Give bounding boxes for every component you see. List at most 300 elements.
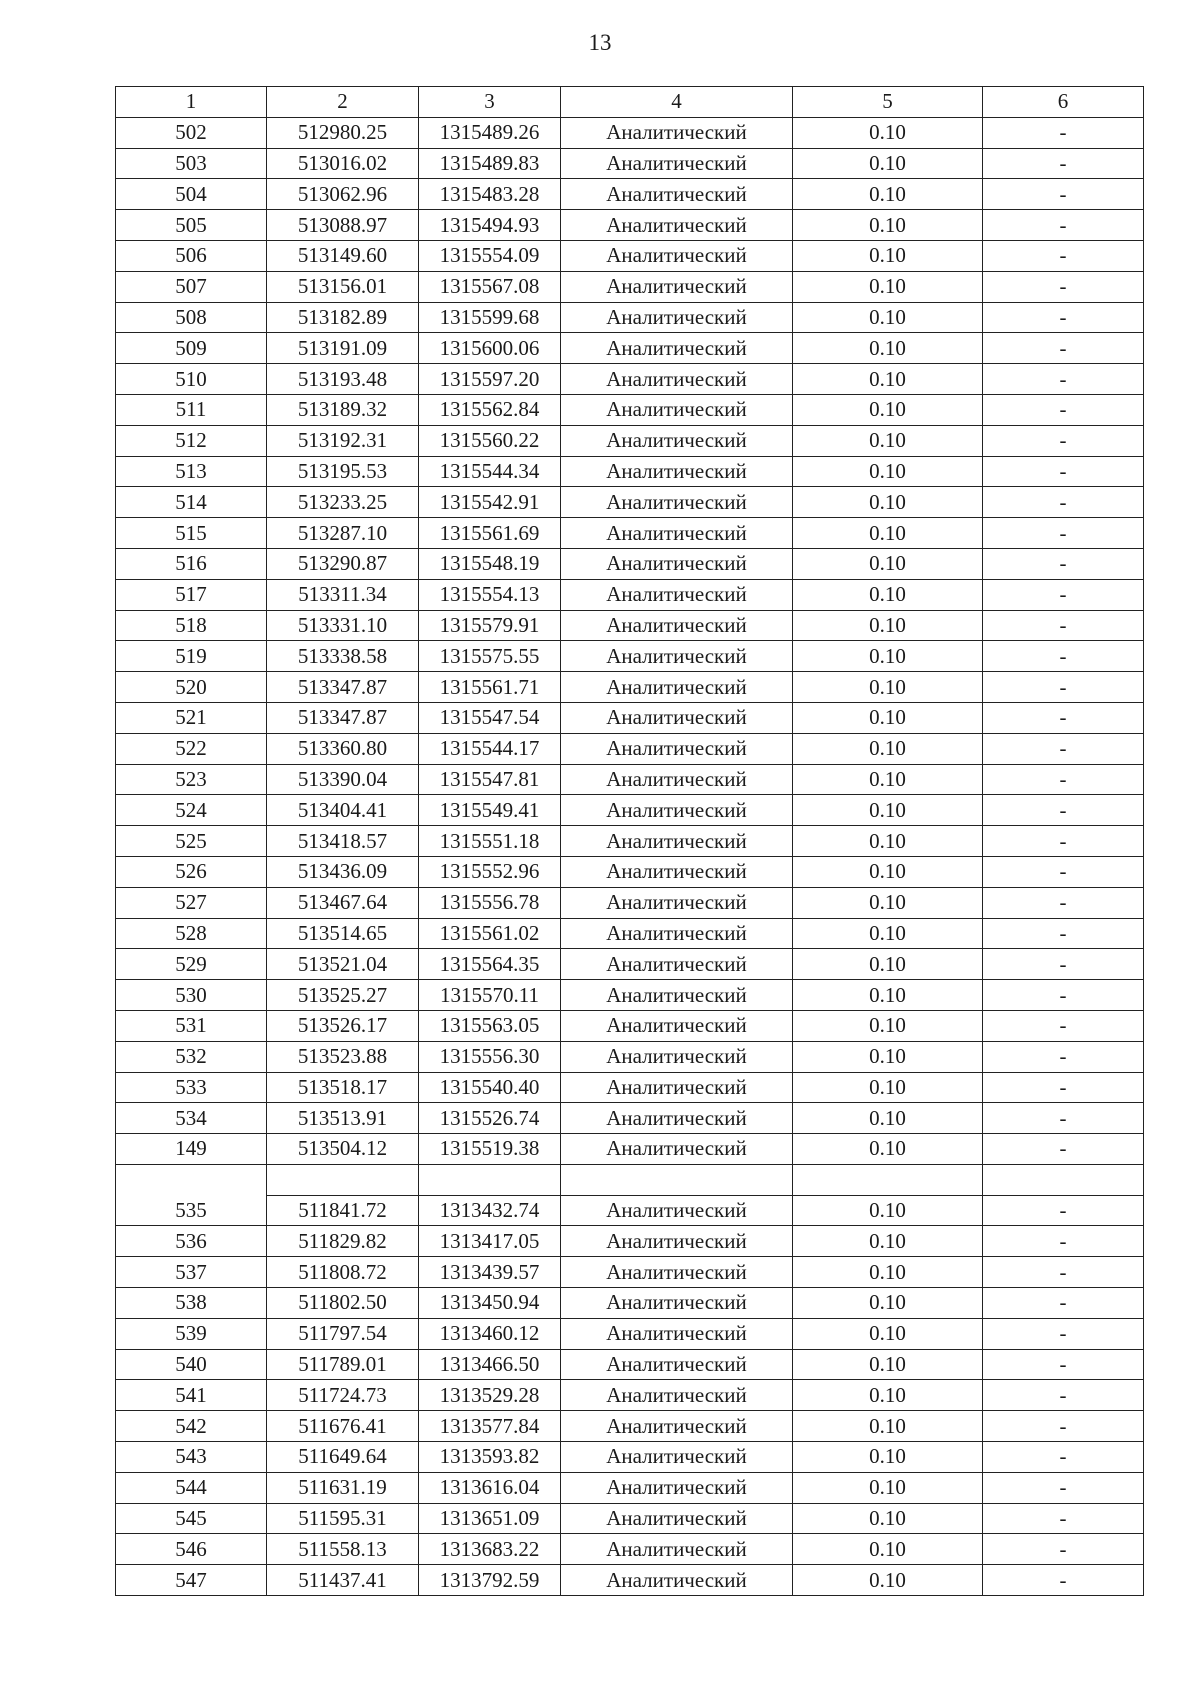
table-cell: 0.10 bbox=[793, 394, 983, 425]
table-row bbox=[116, 210, 1144, 241]
empty-cell bbox=[419, 1164, 561, 1195]
table-cell: 513360.80 bbox=[267, 733, 419, 764]
table-cell: - bbox=[983, 795, 1144, 826]
table-cell: - bbox=[983, 610, 1144, 641]
table-cell: 1313593.82 bbox=[419, 1442, 561, 1473]
table-cell: - bbox=[983, 856, 1144, 887]
table-cell: 513514.65 bbox=[267, 918, 419, 949]
table-cell: Аналитический bbox=[561, 518, 793, 549]
table-cell: 519 bbox=[116, 641, 267, 672]
table-cell: 1315489.83 bbox=[419, 148, 561, 179]
table-cell: 0.10 bbox=[793, 333, 983, 364]
table-cell: - bbox=[983, 179, 1144, 210]
table-cell: 511631.19 bbox=[267, 1472, 419, 1503]
table-cell: 504 bbox=[116, 179, 267, 210]
table-cell: 507 bbox=[116, 271, 267, 302]
table-cell: 1313460.12 bbox=[419, 1318, 561, 1349]
table-cell: 0.10 bbox=[793, 425, 983, 456]
table-cell: 512980.25 bbox=[267, 117, 419, 148]
table-cell: 511724.73 bbox=[267, 1380, 419, 1411]
table-cell: Аналитический bbox=[561, 1472, 793, 1503]
table-cell: Аналитический bbox=[561, 1349, 793, 1380]
table-cell: 0.10 bbox=[793, 487, 983, 518]
table-cell: 1315556.30 bbox=[419, 1041, 561, 1072]
table-row bbox=[116, 487, 1144, 518]
table-cell: 513016.02 bbox=[267, 148, 419, 179]
table-cell: 513467.64 bbox=[267, 887, 419, 918]
table-cell: 1315564.35 bbox=[419, 949, 561, 980]
table-cell: 508 bbox=[116, 302, 267, 333]
table-row bbox=[116, 980, 1144, 1011]
table-cell: 1315544.17 bbox=[419, 733, 561, 764]
table-cell: Аналитический bbox=[561, 1072, 793, 1103]
table-cell: 0.10 bbox=[793, 1411, 983, 1442]
table-cell: 513523.88 bbox=[267, 1041, 419, 1072]
table-cell: 530 bbox=[116, 980, 267, 1011]
empty-cell bbox=[561, 1164, 793, 1195]
table-cell: Аналитический bbox=[561, 887, 793, 918]
table-cell: Аналитический bbox=[561, 1134, 793, 1165]
table-cell: Аналитический bbox=[561, 548, 793, 579]
header-cell: 6 bbox=[983, 87, 1144, 118]
table-cell: 533 bbox=[116, 1072, 267, 1103]
table-cell: 513521.04 bbox=[267, 949, 419, 980]
table-cell: 1313577.84 bbox=[419, 1411, 561, 1442]
table-cell: Аналитический bbox=[561, 1503, 793, 1534]
table-cell: 513418.57 bbox=[267, 826, 419, 857]
table-cell: 513525.27 bbox=[267, 980, 419, 1011]
table-cell: Аналитический bbox=[561, 672, 793, 703]
table-cell: 513149.60 bbox=[267, 240, 419, 271]
table-cell: 513404.41 bbox=[267, 795, 419, 826]
header-cell: 2 bbox=[267, 87, 419, 118]
table-cell: 0.10 bbox=[793, 1534, 983, 1565]
header-cell: 3 bbox=[419, 87, 561, 118]
table-cell: 511797.54 bbox=[267, 1318, 419, 1349]
table-cell: 1313432.74 bbox=[419, 1195, 561, 1226]
table-cell: 0.10 bbox=[793, 1288, 983, 1319]
table-cell: Аналитический bbox=[561, 1565, 793, 1596]
table-cell: 522 bbox=[116, 733, 267, 764]
table-cell: Аналитический bbox=[561, 579, 793, 610]
table-cell: Аналитический bbox=[561, 1442, 793, 1473]
header-row bbox=[116, 87, 1144, 118]
table-cell: 513191.09 bbox=[267, 333, 419, 364]
table-cell: - bbox=[983, 117, 1144, 148]
table-cell: 0.10 bbox=[793, 795, 983, 826]
table-cell: 535 bbox=[116, 1195, 267, 1226]
table-cell: 1315554.09 bbox=[419, 240, 561, 271]
table-row bbox=[116, 795, 1144, 826]
table-cell: 513436.09 bbox=[267, 856, 419, 887]
table-cell: Аналитический bbox=[561, 456, 793, 487]
table-section-1 bbox=[116, 117, 1144, 1164]
table-cell: 0.10 bbox=[793, 518, 983, 549]
table-row bbox=[116, 1226, 1144, 1257]
table-cell: 1315561.02 bbox=[419, 918, 561, 949]
table-row bbox=[116, 271, 1144, 302]
table-cell: Аналитический bbox=[561, 980, 793, 1011]
table-cell: - bbox=[983, 487, 1144, 518]
table-cell: 0.10 bbox=[793, 1195, 983, 1226]
table-cell: 1315600.06 bbox=[419, 333, 561, 364]
table-cell: 505 bbox=[116, 210, 267, 241]
table-cell: 513338.58 bbox=[267, 641, 419, 672]
table-cell: 514 bbox=[116, 487, 267, 518]
table-cell: - bbox=[983, 1472, 1144, 1503]
table-row bbox=[116, 702, 1144, 733]
table-cell: 0.10 bbox=[793, 1442, 983, 1473]
table-cell: 525 bbox=[116, 826, 267, 857]
table-cell: 511789.01 bbox=[267, 1349, 419, 1380]
table-cell: - bbox=[983, 1041, 1144, 1072]
table-cell: 1315547.81 bbox=[419, 764, 561, 795]
table-cell: - bbox=[983, 210, 1144, 241]
table-cell: 542 bbox=[116, 1411, 267, 1442]
table-row bbox=[116, 764, 1144, 795]
empty-cell bbox=[983, 1164, 1144, 1195]
table-cell: 511558.13 bbox=[267, 1534, 419, 1565]
table-cell: 511437.41 bbox=[267, 1565, 419, 1596]
table-cell: 1315579.91 bbox=[419, 610, 561, 641]
table-row bbox=[116, 579, 1144, 610]
table-row bbox=[116, 1288, 1144, 1319]
table-cell: 0.10 bbox=[793, 856, 983, 887]
table-cell: Аналитический bbox=[561, 641, 793, 672]
table-cell: - bbox=[983, 764, 1144, 795]
table-cell: 543 bbox=[116, 1442, 267, 1473]
table-cell: 1315554.13 bbox=[419, 579, 561, 610]
header-cell: 1 bbox=[116, 87, 267, 118]
table-cell: - bbox=[983, 579, 1144, 610]
table-cell: 1315544.34 bbox=[419, 456, 561, 487]
table-cell: 523 bbox=[116, 764, 267, 795]
table-cell: 529 bbox=[116, 949, 267, 980]
table-cell: 0.10 bbox=[793, 764, 983, 795]
table-cell: 0.10 bbox=[793, 210, 983, 241]
table-cell: 1315494.93 bbox=[419, 210, 561, 241]
table-cell: Аналитический bbox=[561, 117, 793, 148]
table-cell: - bbox=[983, 1318, 1144, 1349]
table-row bbox=[116, 1041, 1144, 1072]
table-cell: Аналитический bbox=[561, 1411, 793, 1442]
table-cell: 513518.17 bbox=[267, 1072, 419, 1103]
table-cell: Аналитический bbox=[561, 1226, 793, 1257]
table-cell: 511 bbox=[116, 394, 267, 425]
table-cell: 513233.25 bbox=[267, 487, 419, 518]
table-cell: 0.10 bbox=[793, 240, 983, 271]
table-cell: 1315567.08 bbox=[419, 271, 561, 302]
table-cell: 513331.10 bbox=[267, 610, 419, 641]
table-cell: Аналитический bbox=[561, 764, 793, 795]
table-cell: 526 bbox=[116, 856, 267, 887]
table-cell: 528 bbox=[116, 918, 267, 949]
table-cell: Аналитический bbox=[561, 271, 793, 302]
table-cell: 0.10 bbox=[793, 641, 983, 672]
table-row bbox=[116, 1195, 1144, 1226]
table-cell: - bbox=[983, 548, 1144, 579]
table-cell: 1315599.68 bbox=[419, 302, 561, 333]
table-cell: - bbox=[983, 394, 1144, 425]
table-cell: 513526.17 bbox=[267, 1010, 419, 1041]
table-row bbox=[116, 949, 1144, 980]
table-section-2 bbox=[116, 1195, 1144, 1595]
table-cell: - bbox=[983, 240, 1144, 271]
table-cell: 0.10 bbox=[793, 672, 983, 703]
table-cell: 0.10 bbox=[793, 1503, 983, 1534]
table-cell: 511841.72 bbox=[267, 1195, 419, 1226]
blank-row bbox=[116, 1164, 1144, 1195]
table-cell: Аналитический bbox=[561, 733, 793, 764]
table-row bbox=[116, 1257, 1144, 1288]
table-row bbox=[116, 856, 1144, 887]
table-row bbox=[116, 117, 1144, 148]
table-cell: 1313529.28 bbox=[419, 1380, 561, 1411]
table-row bbox=[116, 1349, 1144, 1380]
table-cell: 1315547.54 bbox=[419, 702, 561, 733]
table-cell: 506 bbox=[116, 240, 267, 271]
header-cell: 5 bbox=[793, 87, 983, 118]
table-cell: - bbox=[983, 1349, 1144, 1380]
table-cell: 1315542.91 bbox=[419, 487, 561, 518]
table-cell: 544 bbox=[116, 1472, 267, 1503]
table-cell: 1315562.84 bbox=[419, 394, 561, 425]
table-cell: Аналитический bbox=[561, 1010, 793, 1041]
table-cell: Аналитический bbox=[561, 1195, 793, 1226]
table-cell: - bbox=[983, 1411, 1144, 1442]
table-cell: 0.10 bbox=[793, 148, 983, 179]
table-cell: Аналитический bbox=[561, 1041, 793, 1072]
table-cell: - bbox=[983, 1195, 1144, 1226]
table-cell: 1313792.59 bbox=[419, 1565, 561, 1596]
table-cell: 1315548.19 bbox=[419, 548, 561, 579]
table-cell: 513287.10 bbox=[267, 518, 419, 549]
empty-cell bbox=[793, 1164, 983, 1195]
table-cell: Аналитический bbox=[561, 364, 793, 395]
table-cell: Аналитический bbox=[561, 949, 793, 980]
table-cell: Аналитический bbox=[561, 856, 793, 887]
table-cell: - bbox=[983, 980, 1144, 1011]
table-cell: 539 bbox=[116, 1318, 267, 1349]
table-cell: Аналитический bbox=[561, 240, 793, 271]
table-cell: - bbox=[983, 1010, 1144, 1041]
table-cell: 0.10 bbox=[793, 1072, 983, 1103]
table-row bbox=[116, 1072, 1144, 1103]
table-cell: - bbox=[983, 702, 1144, 733]
table-cell: 511595.31 bbox=[267, 1503, 419, 1534]
table-cell: 518 bbox=[116, 610, 267, 641]
table-row bbox=[116, 733, 1144, 764]
table-cell: 1315540.40 bbox=[419, 1072, 561, 1103]
table-cell: - bbox=[983, 1226, 1144, 1257]
table-cell: 0.10 bbox=[793, 456, 983, 487]
table-row bbox=[116, 672, 1144, 703]
table-row bbox=[116, 394, 1144, 425]
table-row bbox=[116, 1318, 1144, 1349]
table-cell: 513311.34 bbox=[267, 579, 419, 610]
table-cell: - bbox=[983, 271, 1144, 302]
table-cell: 524 bbox=[116, 795, 267, 826]
table-cell: 0.10 bbox=[793, 271, 983, 302]
table-cell: 541 bbox=[116, 1380, 267, 1411]
table-cell: - bbox=[983, 1534, 1144, 1565]
table-cell: 0.10 bbox=[793, 548, 983, 579]
table-cell: 0.10 bbox=[793, 1010, 983, 1041]
table-cell: 1315552.96 bbox=[419, 856, 561, 887]
table-cell: 537 bbox=[116, 1257, 267, 1288]
table-row bbox=[116, 364, 1144, 395]
table-cell: 0.10 bbox=[793, 1226, 983, 1257]
table-cell: 512 bbox=[116, 425, 267, 456]
table-cell: 0.10 bbox=[793, 117, 983, 148]
table-cell: 1315570.11 bbox=[419, 980, 561, 1011]
table-row bbox=[116, 610, 1144, 641]
table-cell: 0.10 bbox=[793, 1349, 983, 1380]
table-cell: - bbox=[983, 1103, 1144, 1134]
table-cell: 521 bbox=[116, 702, 267, 733]
table-cell: 1313439.57 bbox=[419, 1257, 561, 1288]
table-cell: 540 bbox=[116, 1349, 267, 1380]
table-cell: - bbox=[983, 1288, 1144, 1319]
table-cell: 0.10 bbox=[793, 918, 983, 949]
table-cell: - bbox=[983, 733, 1144, 764]
table-cell: 0.10 bbox=[793, 980, 983, 1011]
table-cell: Аналитический bbox=[561, 425, 793, 456]
table-cell: 513290.87 bbox=[267, 548, 419, 579]
table-cell: 149 bbox=[116, 1134, 267, 1165]
table-cell: Аналитический bbox=[561, 148, 793, 179]
table-cell: 0.10 bbox=[793, 702, 983, 733]
table-row bbox=[116, 1442, 1144, 1473]
table-cell: - bbox=[983, 1134, 1144, 1165]
table-cell: 0.10 bbox=[793, 887, 983, 918]
table-cell: - bbox=[983, 425, 1144, 456]
table-cell: 0.10 bbox=[793, 1103, 983, 1134]
table-cell: 1315597.20 bbox=[419, 364, 561, 395]
table-cell: 511808.72 bbox=[267, 1257, 419, 1288]
table-cell: 0.10 bbox=[793, 1565, 983, 1596]
table-cell: - bbox=[983, 1072, 1144, 1103]
table-cell: Аналитический bbox=[561, 610, 793, 641]
table-row bbox=[116, 887, 1144, 918]
table-cell: 513088.97 bbox=[267, 210, 419, 241]
table-cell: 513062.96 bbox=[267, 179, 419, 210]
table-cell: 1313466.50 bbox=[419, 1349, 561, 1380]
table-cell: 0.10 bbox=[793, 1380, 983, 1411]
table-row bbox=[116, 518, 1144, 549]
table-cell: 547 bbox=[116, 1565, 267, 1596]
table-cell: Аналитический bbox=[561, 826, 793, 857]
table-cell: 1313417.05 bbox=[419, 1226, 561, 1257]
table-cell: - bbox=[983, 1257, 1144, 1288]
table-cell: 513182.89 bbox=[267, 302, 419, 333]
table-cell: 1313683.22 bbox=[419, 1534, 561, 1565]
table-cell: - bbox=[983, 918, 1144, 949]
table-cell: Аналитический bbox=[561, 1380, 793, 1411]
table-cell: 503 bbox=[116, 148, 267, 179]
table-row bbox=[116, 1103, 1144, 1134]
table-cell: 538 bbox=[116, 1288, 267, 1319]
table-cell: - bbox=[983, 1442, 1144, 1473]
table-row bbox=[116, 1411, 1144, 1442]
table-cell: Аналитический bbox=[561, 1534, 793, 1565]
table-cell: - bbox=[983, 887, 1144, 918]
table-cell: Аналитический bbox=[561, 1257, 793, 1288]
table-cell: 0.10 bbox=[793, 1257, 983, 1288]
table-cell: Аналитический bbox=[561, 333, 793, 364]
header-cell: 4 bbox=[561, 87, 793, 118]
coordinates-table bbox=[115, 86, 1144, 1596]
empty-cell bbox=[267, 1164, 419, 1195]
table-cell: 510 bbox=[116, 364, 267, 395]
table-row bbox=[116, 1472, 1144, 1503]
table-cell: 513504.12 bbox=[267, 1134, 419, 1165]
table-cell: 513347.87 bbox=[267, 702, 419, 733]
table-cell: 534 bbox=[116, 1103, 267, 1134]
page-number: 13 bbox=[588, 30, 612, 55]
table-cell: Аналитический bbox=[561, 210, 793, 241]
table-cell: Аналитический bbox=[561, 487, 793, 518]
table-cell: 546 bbox=[116, 1534, 267, 1565]
table-cell: 531 bbox=[116, 1010, 267, 1041]
table-cell: 513347.87 bbox=[267, 672, 419, 703]
table-cell: 536 bbox=[116, 1226, 267, 1257]
table-cell: Аналитический bbox=[561, 179, 793, 210]
table-separator bbox=[116, 1164, 1144, 1195]
table-cell: 0.10 bbox=[793, 179, 983, 210]
table-cell: - bbox=[983, 826, 1144, 857]
table-cell: 1313450.94 bbox=[419, 1288, 561, 1319]
table-cell: 532 bbox=[116, 1041, 267, 1072]
table-cell: 545 bbox=[116, 1503, 267, 1534]
table-cell: - bbox=[983, 456, 1144, 487]
table-cell: - bbox=[983, 1503, 1144, 1534]
table-cell: 513390.04 bbox=[267, 764, 419, 795]
table-cell: - bbox=[983, 949, 1144, 980]
table-row bbox=[116, 1134, 1144, 1165]
table-cell: 511649.64 bbox=[267, 1442, 419, 1473]
table-cell: 513156.01 bbox=[267, 271, 419, 302]
table-cell: 0.10 bbox=[793, 364, 983, 395]
table-row bbox=[116, 1380, 1144, 1411]
table-cell: Аналитический bbox=[561, 702, 793, 733]
table-cell: 513189.32 bbox=[267, 394, 419, 425]
table-cell: Аналитический bbox=[561, 918, 793, 949]
table-cell: - bbox=[983, 333, 1144, 364]
table-cell: 1315526.74 bbox=[419, 1103, 561, 1134]
table-cell: 1315563.05 bbox=[419, 1010, 561, 1041]
table-cell: - bbox=[983, 1565, 1144, 1596]
table-cell: - bbox=[983, 641, 1144, 672]
table-cell: 513193.48 bbox=[267, 364, 419, 395]
table-cell: 0.10 bbox=[793, 1472, 983, 1503]
table-cell: - bbox=[983, 302, 1144, 333]
table-cell: - bbox=[983, 518, 1144, 549]
table-cell: Аналитический bbox=[561, 1288, 793, 1319]
table-cell: 511676.41 bbox=[267, 1411, 419, 1442]
table-cell: 1315556.78 bbox=[419, 887, 561, 918]
table-row bbox=[116, 548, 1144, 579]
table-cell: 0.10 bbox=[793, 733, 983, 764]
table-cell: - bbox=[983, 1380, 1144, 1411]
table-row bbox=[116, 918, 1144, 949]
table-row bbox=[116, 456, 1144, 487]
table-row bbox=[116, 1010, 1144, 1041]
table-cell: Аналитический bbox=[561, 302, 793, 333]
table-row bbox=[116, 1534, 1144, 1565]
table-cell: 0.10 bbox=[793, 302, 983, 333]
table-cell: 509 bbox=[116, 333, 267, 364]
